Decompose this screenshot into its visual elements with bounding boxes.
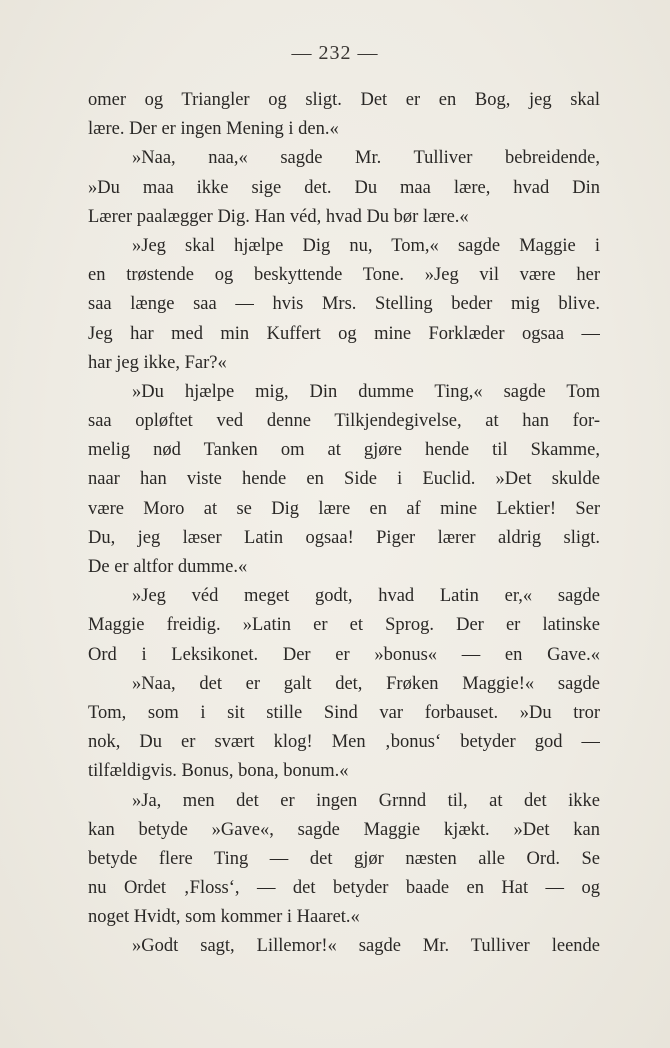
text-line: en trøstende og beskyttende Tone. »Jeg vil være her — [88, 265, 600, 286]
text-line: kan betyde »Gave«, sagde Maggie kjækt. »Det kan — [88, 819, 600, 840]
text-line: lære. Der er ingen Mening i den.« — [88, 119, 339, 140]
text-line: Du, jeg læser Latin ogsaa! Piger lærer aldrig sligt. — [88, 527, 600, 548]
text-line: »Naa, naa,« sagde Mr. Tulliver bebreidende, — [132, 148, 600, 169]
text-line: tilfældigvis. Bonus, bona, bonum.« — [88, 761, 349, 782]
text-line: Tom, som i sit stille Sind var forbauset. »Du tror — [88, 702, 600, 723]
text-line: »Godt sagt, Lillemor!« sagde Mr. Tulliver leende — [132, 936, 600, 957]
text-line: saa opløftet ved denne Tilkjendegivelse, at han for- — [88, 411, 600, 432]
text-line: »Ja, men det er ingen Grnnd til, at det ikke — [132, 790, 600, 811]
text-line: noget Hvidt, som kommer i Haaret.« — [88, 907, 360, 928]
text-line: De er altfor dumme.« — [88, 557, 248, 577]
text-line: Ord i Leksikonet. Der er »bonus« — en Gave.« — [88, 644, 600, 665]
text-line: »Jeg skal hjælpe Dig nu, Tom,« sagde Maggie i — [132, 235, 600, 256]
text-line: Maggie freidig. »Latin er et Sprog. Der er latinske — [88, 615, 600, 636]
page-number: — 232 — — [291, 42, 379, 64]
text-line: omer og Triangler og sligt. Det er en Bog, jeg skal — [88, 90, 600, 110]
text-line: Lærer paalægger Dig. Han véd, hvad Du bør lære.« — [88, 206, 469, 227]
text-line: nok, Du er svært klog! Men ‚bonus‘ betyder god — — [88, 732, 600, 753]
text-line: betyde flere Ting — det gjør næsten alle Ord. Se — [88, 848, 600, 869]
text-line: være Moro at se Dig lære en af mine Lektier! Ser — [88, 498, 600, 519]
text-line: melig nød Tanken om at gjøre hende til Skamme, — [88, 440, 600, 461]
text-line: nu Ordet ‚Floss‘, — det betyder baade en Hat — og — [88, 878, 600, 899]
text-line: Jeg har med min Kuffert og mine Forklæder ogsaa — — [88, 323, 600, 344]
text-line: »Du hjælpe mig, Din dumme Ting,« sagde Tom — [132, 381, 600, 402]
text-line: »Du maa ikke sige det. Du maa lære, hvad Din — [88, 177, 600, 198]
text-line: »Jeg véd meget godt, hvad Latin er,« sagde — [132, 586, 600, 607]
text-line: naar han viste hende en Side i Euclid. »Det skulde — [88, 469, 600, 490]
text-line: har jeg ikke, Far?« — [88, 352, 227, 373]
text-line: saa længe saa — hvis Mrs. Stelling beder mig blive. — [88, 294, 600, 315]
body-text — [88, 86, 600, 962]
text-line: »Naa, det er galt det, Frøken Maggie!« sagde — [132, 673, 600, 694]
